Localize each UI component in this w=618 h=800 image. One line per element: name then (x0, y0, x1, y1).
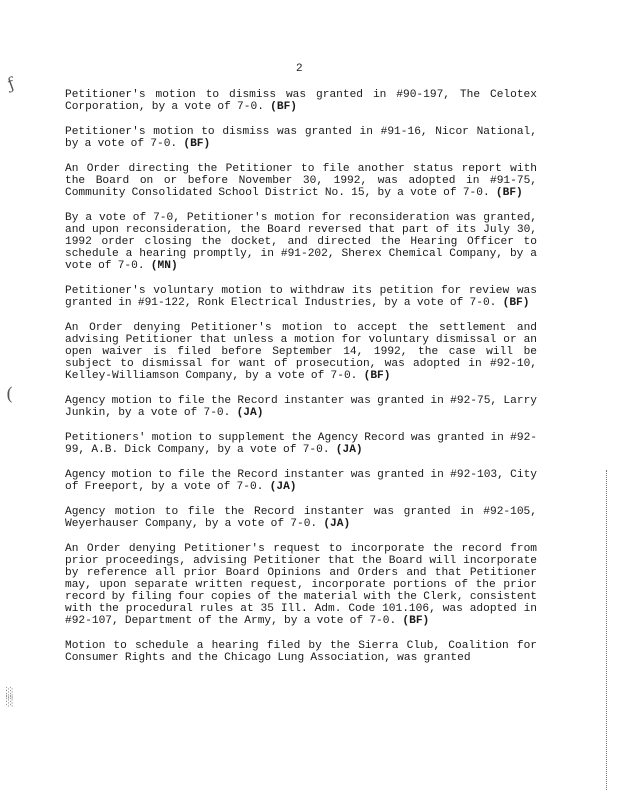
paragraph-text: Motion to schedule a hearing filed by the Sierra Club, Coalition for Consumer Rights and the Chicago Lung Association, was granted (65, 640, 537, 664)
initials: (BF) (363, 370, 391, 382)
paragraph (65, 126, 537, 150)
paragraph-text: Petitioner's motion to dismiss was granted in #90-197, The Celotex Corporation, by a vote of 7-0. (65, 89, 537, 113)
initials: (JA) (323, 518, 351, 530)
page-number: 2 (296, 63, 303, 75)
paragraph-text: By a vote of 7-0, Petitioner's motion for reconsideration was granted, and upon reconsideration, the Board reversed that part of its July 30, 1992 order closing the docket, and directed the Hearing Officer to schedule a hearing promptly, in #91-202, Sherex Chemical Company, by a vote of 7-0. (65, 212, 537, 272)
initials: (BF) (495, 187, 523, 199)
margin-stamp-mark: ░ ░ (6, 688, 12, 707)
paragraph-text: Petitioner's motion to dismiss was granted in #91-16, Nicor National, by a vote of 7-0. (65, 126, 537, 150)
paragraph-text: Petitioners' motion to supplement the Agency Record was granted in #92-99, A.B. Dick Company, by a vote of 7-0. (65, 432, 537, 456)
margin-bracket-mark: ( (6, 384, 14, 405)
document-body (65, 89, 537, 677)
paragraph (65, 640, 537, 664)
paragraph-text: Petitioner's voluntary motion to withdraw its petition for review was granted in #91-122, Ronk Electrical Industries, by a vote of 7-0. (65, 285, 537, 309)
paragraph (65, 322, 537, 382)
initials: (JA) (236, 407, 264, 419)
initials: (BF) (183, 138, 211, 150)
paragraph (65, 285, 537, 309)
paragraph (65, 212, 537, 272)
paragraph (65, 163, 537, 199)
paragraph-text: Agency motion to file the Record instanter was granted in #92-105, Weyerhauser Company, by a vote of 7-0. (65, 506, 537, 530)
paragraph (65, 506, 537, 530)
paragraph (65, 89, 537, 113)
paragraph-text: Agency motion to file the Record instanter was granted in #92-75, Larry Junkin, by a vote of 7-0. (65, 395, 537, 419)
margin-hole-punch-mark: ƒ (4, 73, 17, 94)
initials: (JA) (335, 444, 363, 456)
initials: (BF) (402, 615, 430, 627)
paragraph-text: An Order denying Petitioner's request to incorporate the record from prior proceedings, advising Petitioner that the Board will incorporate by reference all prior Board Opinions and Orders and that Petitioner may, upon separate written request, incorporate portions of the prior record by filing four copies of the material with the Clerk, consistent with the procedural rules at 35 Ill. Adm. Code 101.106, was adopted in #92-107, Department of the Army, by a vote of 7-0. (65, 543, 537, 627)
right-edge-scan-line (606, 470, 608, 790)
paragraph-text: An Order directing the Petitioner to file another status report with the Board on or before November 30, 1992, was adopted in #91-75, Community Consolidated School District No. 15, by a vote of 7-0. (65, 163, 537, 199)
paragraph (65, 432, 537, 456)
paragraph (65, 543, 537, 627)
initials: (JA) (269, 481, 297, 493)
paragraph-text: An Order denying Petitioner's motion to accept the settlement and advising Petitioner that unless a motion for voluntary dismissal or an open waiver is filed before September 14, 1992, the case will be subject to dismissal for want of prosecution, was adopted in #92-10, Kelley-Williamson Company, by a vote of 7-0. (65, 322, 537, 382)
paragraph (65, 469, 537, 493)
initials: (MN) (150, 260, 178, 272)
paragraph-text: Agency motion to file the Record instanter was granted in #92-103, City of Freeport, by a vote of 7-0. (65, 469, 537, 493)
initials: (BF) (502, 297, 530, 309)
paragraph (65, 395, 537, 419)
initials: (BF) (270, 101, 297, 113)
